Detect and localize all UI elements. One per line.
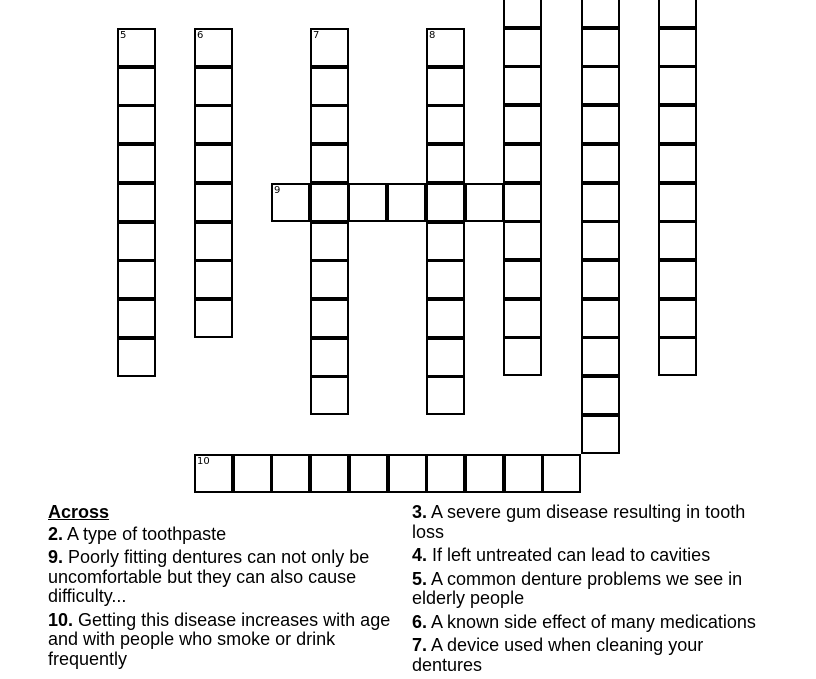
grid-cell[interactable] — [503, 28, 542, 67]
grid-cell[interactable] — [465, 454, 504, 493]
clue-number: 2. — [48, 523, 64, 544]
grid-cell[interactable] — [658, 260, 697, 299]
grid-cell[interactable] — [658, 337, 697, 376]
grid-cell[interactable] — [658, 28, 697, 67]
clue-number: 6. — [412, 611, 428, 632]
grid-cell[interactable] — [117, 338, 156, 377]
clue-text: A severe gum disease resulting in tooth loss — [412, 502, 746, 542]
grid-cell[interactable] — [426, 67, 465, 106]
grid-cell[interactable] — [426, 105, 465, 144]
grid-cell[interactable] — [426, 454, 465, 493]
grid-cell[interactable] — [581, 144, 620, 183]
grid-cell[interactable] — [658, 66, 697, 105]
clue-4 — [412, 546, 757, 566]
grid-cell[interactable] — [581, 337, 620, 376]
grid-cell[interactable] — [658, 299, 697, 338]
clue-number: 9. — [48, 547, 64, 567]
grid-cell[interactable] — [581, 183, 620, 222]
grid-cell[interactable] — [658, 105, 697, 144]
grid-cell[interactable] — [426, 376, 465, 415]
cell-number: 9 — [274, 185, 281, 196]
grid-cell[interactable] — [503, 144, 542, 183]
grid-cell[interactable] — [426, 28, 465, 67]
grid-cell[interactable] — [503, 0, 542, 28]
grid-cell[interactable] — [310, 144, 349, 183]
grid-cell[interactable] — [581, 260, 620, 299]
grid-cell[interactable] — [194, 105, 233, 144]
grid-cell[interactable] — [426, 222, 465, 261]
grid-cell[interactable] — [117, 67, 156, 106]
grid-cell[interactable] — [117, 28, 156, 67]
cell-number: 6 — [197, 30, 204, 41]
grid-cell[interactable] — [581, 299, 620, 338]
grid-cell[interactable] — [503, 66, 542, 105]
grid-cell[interactable] — [310, 105, 349, 144]
grid-cell[interactable] — [503, 299, 542, 338]
grid-cell[interactable] — [503, 105, 542, 144]
clue-text: A type of toothpaste — [67, 523, 227, 544]
clue-number: 5. — [412, 568, 428, 589]
grid-cell[interactable] — [310, 28, 349, 67]
grid-cell[interactable] — [271, 183, 310, 222]
grid-cell[interactable] — [542, 454, 581, 493]
grid-cell[interactable] — [194, 67, 233, 106]
grid-cell[interactable] — [426, 299, 465, 338]
grid-cell[interactable] — [117, 144, 156, 183]
clue-5 — [412, 570, 757, 609]
clue-7 — [412, 636, 757, 675]
grid-cell[interactable] — [310, 67, 349, 106]
clue-6 — [412, 613, 757, 633]
cell-number: 10 — [197, 456, 210, 467]
grid-cell[interactable] — [117, 183, 156, 222]
grid-cell[interactable] — [581, 105, 620, 144]
grid-cell[interactable] — [117, 105, 156, 144]
grid-cell[interactable] — [658, 0, 697, 28]
grid-cell[interactable] — [503, 260, 542, 299]
grid-cell[interactable] — [194, 144, 233, 183]
cell-number: 5 — [120, 30, 127, 41]
clue-number: 3. — [412, 502, 428, 522]
grid-cell[interactable] — [271, 454, 310, 493]
grid-cell[interactable] — [310, 299, 349, 338]
grid-cell[interactable] — [194, 183, 233, 222]
grid-cell[interactable] — [349, 454, 388, 493]
grid-cell[interactable] — [658, 221, 697, 260]
clue-text: If left untreated can lead to cavities — [432, 545, 711, 565]
clue-number: 4. — [412, 545, 428, 565]
clue-text: A device used when cleaning your dentures — [412, 635, 704, 675]
grid-cell[interactable] — [658, 183, 697, 222]
grid-cell[interactable] — [310, 338, 349, 377]
cell-number: 7 — [313, 30, 320, 41]
grid-cell[interactable] — [117, 222, 156, 261]
grid-cell[interactable] — [310, 376, 349, 415]
grid-cell[interactable] — [581, 415, 620, 454]
grid-cell[interactable] — [194, 454, 233, 493]
grid-cell[interactable] — [426, 144, 465, 183]
grid-cell[interactable] — [465, 183, 504, 222]
clue-10 — [48, 611, 408, 670]
clue-number: 10. — [48, 609, 74, 630]
clue-text: Getting this disease increases with age and with people who smoke or drink frequently — [48, 609, 391, 669]
cell-number: 8 — [429, 30, 436, 41]
grid-cell[interactable] — [426, 260, 465, 299]
clues-left-column — [48, 503, 408, 673]
clue-number: 7. — [412, 635, 428, 655]
grid-cell[interactable] — [581, 0, 620, 28]
clue-3 — [412, 503, 757, 542]
grid-cell[interactable] — [194, 260, 233, 299]
grid-cell[interactable] — [194, 222, 233, 261]
grid-cell[interactable] — [310, 454, 349, 493]
clue-9 — [48, 548, 408, 607]
grid-cell[interactable] — [117, 260, 156, 299]
grid-cell[interactable] — [504, 454, 543, 493]
grid-cell[interactable] — [581, 28, 620, 67]
grid-cell[interactable] — [581, 221, 620, 260]
grid-cell[interactable] — [387, 183, 426, 222]
grid-cell[interactable] — [310, 222, 349, 261]
grid-cell[interactable] — [310, 260, 349, 299]
grid-cell[interactable] — [310, 183, 349, 222]
grid-cell[interactable] — [348, 183, 387, 222]
grid-cell[interactable] — [658, 144, 697, 183]
grid-cell[interactable] — [233, 454, 272, 493]
grid-cell[interactable] — [194, 28, 233, 67]
grid-cell[interactable] — [503, 183, 542, 222]
grid-cell[interactable] — [388, 454, 427, 493]
grid-cell[interactable] — [581, 66, 620, 105]
clue-text: Poorly fitting dentures can not only be uncomfortable but they can also cause difficulty... — [48, 547, 370, 606]
grid-cell[interactable] — [503, 337, 542, 376]
clue-text: A known side effect of many medications — [431, 611, 756, 632]
clues-right-column — [412, 503, 757, 679]
clue-text: A common denture problems we see in elderly people — [412, 568, 743, 608]
grid-cell[interactable] — [117, 299, 156, 338]
clue-2 — [48, 525, 408, 545]
grid-cell[interactable] — [503, 221, 542, 260]
grid-cell[interactable] — [581, 376, 620, 415]
grid-cell[interactable] — [194, 299, 233, 338]
across-heading: Across — [48, 502, 110, 522]
grid-cell[interactable] — [426, 338, 465, 377]
grid-cell[interactable] — [426, 183, 465, 222]
